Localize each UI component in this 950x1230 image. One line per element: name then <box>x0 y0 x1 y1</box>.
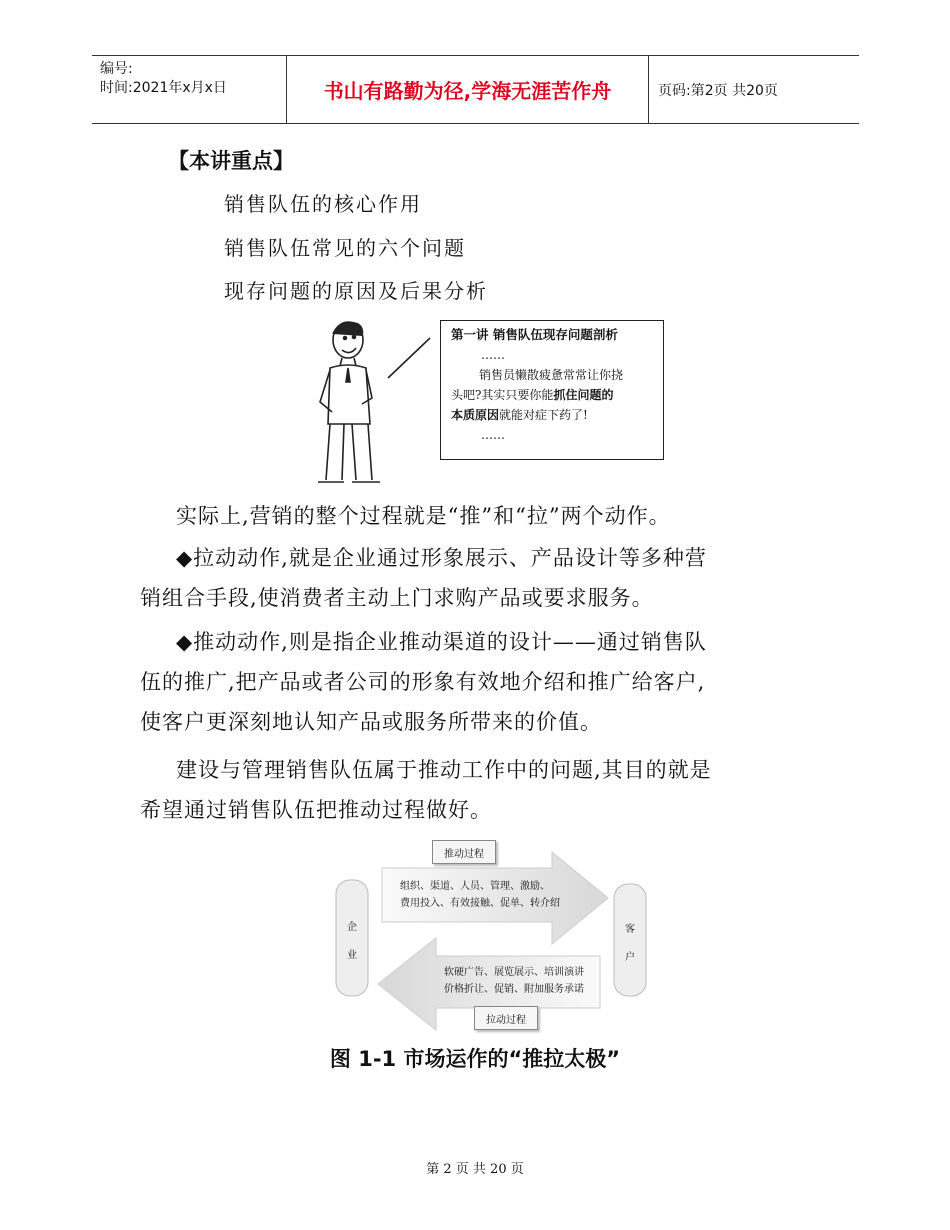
page-header <box>92 55 859 124</box>
body-paragraph <box>140 496 830 536</box>
body-paragraph <box>140 538 830 618</box>
header-divider <box>648 56 649 123</box>
time-label: 时间:2021年x月x日 <box>100 80 227 96</box>
header-page-info: 页码:第2页 共20页 <box>658 83 778 99</box>
callout-emphasis: 本质原因 <box>451 408 500 422</box>
section-heading: 【本讲重点】 <box>168 149 294 173</box>
header-motto: 书山有路勤为径,学海无涯苦作舟 <box>323 79 612 103</box>
pull-process-label: 拉动过程 <box>474 1006 538 1030</box>
callout-line <box>451 385 653 405</box>
customer-char: 客 <box>625 924 635 935</box>
push-pull-diagram <box>332 838 652 1033</box>
presenter-illustration <box>300 312 670 492</box>
customer-char: 户 <box>625 952 635 963</box>
body-paragraph <box>140 750 830 830</box>
paragraph-line: 伍的推广,把产品或者公司的形象有效地介绍和推广给客户, <box>140 670 706 694</box>
body-paragraph <box>140 622 830 742</box>
pull-line: 价格折让、促销、附加服务承诺 <box>444 984 584 995</box>
callout-text: 就能对症下药了! <box>499 408 588 422</box>
pull-line: 软硬广告、展览展示、培训演讲 <box>444 967 584 978</box>
push-line: 组织、渠道、人员、管理、激励、 <box>400 881 550 892</box>
paragraph-line: 实际上,营销的整个过程就是“推”和“拉”两个动作。 <box>176 504 671 528</box>
enterprise-char: 企 <box>347 922 357 933</box>
push-process-label: 推动过程 <box>432 840 496 864</box>
callout-ellipsis: …… <box>481 348 505 362</box>
paragraph-line: 希望通过销售队伍把推动过程做好。 <box>140 798 492 822</box>
callout-line <box>451 405 653 425</box>
push-pull-arrows <box>332 838 652 1033</box>
push-content <box>400 878 560 912</box>
paragraph-line: 使客户更深刻地认知产品或服务所带来的价值。 <box>140 710 602 734</box>
callout-ellipsis: …… <box>481 428 505 442</box>
key-point: 销售队伍常见的六个问题 <box>224 236 466 260</box>
page-footer: 第 2 页 共 20 页 <box>426 1162 524 1177</box>
header-meta <box>100 60 227 98</box>
callout-emphasis: 抓住问题的 <box>553 388 614 402</box>
presenter-figure-icon <box>300 312 440 492</box>
paragraph-line: ◆推动动作,则是指企业推动渠道的设计——通过销售队 <box>176 630 707 654</box>
enterprise-char: 业 <box>347 950 357 961</box>
figure-caption: 图 1-1 市场运作的“推拉太极” <box>329 1047 621 1071</box>
customer-label <box>613 916 647 972</box>
key-point: 销售队伍的核心作用 <box>224 192 422 216</box>
callout-title: 第一讲 销售队伍现存问题剖析 <box>451 327 618 342</box>
number-label: 编号: <box>100 61 133 77</box>
paragraph-line: ◆拉动动作,就是企业通过形象展示、产品设计等多种营 <box>176 546 707 570</box>
callout-box <box>440 320 664 460</box>
key-point: 现存问题的原因及后果分析 <box>224 279 488 303</box>
push-line: 费用投入、有效接触、促单、转介绍 <box>400 898 560 909</box>
enterprise-label <box>335 914 369 970</box>
callout-text: 头吧?其实只要你能 <box>451 388 554 402</box>
callout-line: 销售员懒散疲惫常常让你挠 <box>479 368 624 382</box>
paragraph-line: 销组合手段,使消费者主动上门求购产品或要求服务。 <box>140 586 654 610</box>
paragraph-line: 建设与管理销售队伍属于推动工作中的问题,其目的就是 <box>176 758 712 782</box>
pull-content <box>444 964 584 998</box>
